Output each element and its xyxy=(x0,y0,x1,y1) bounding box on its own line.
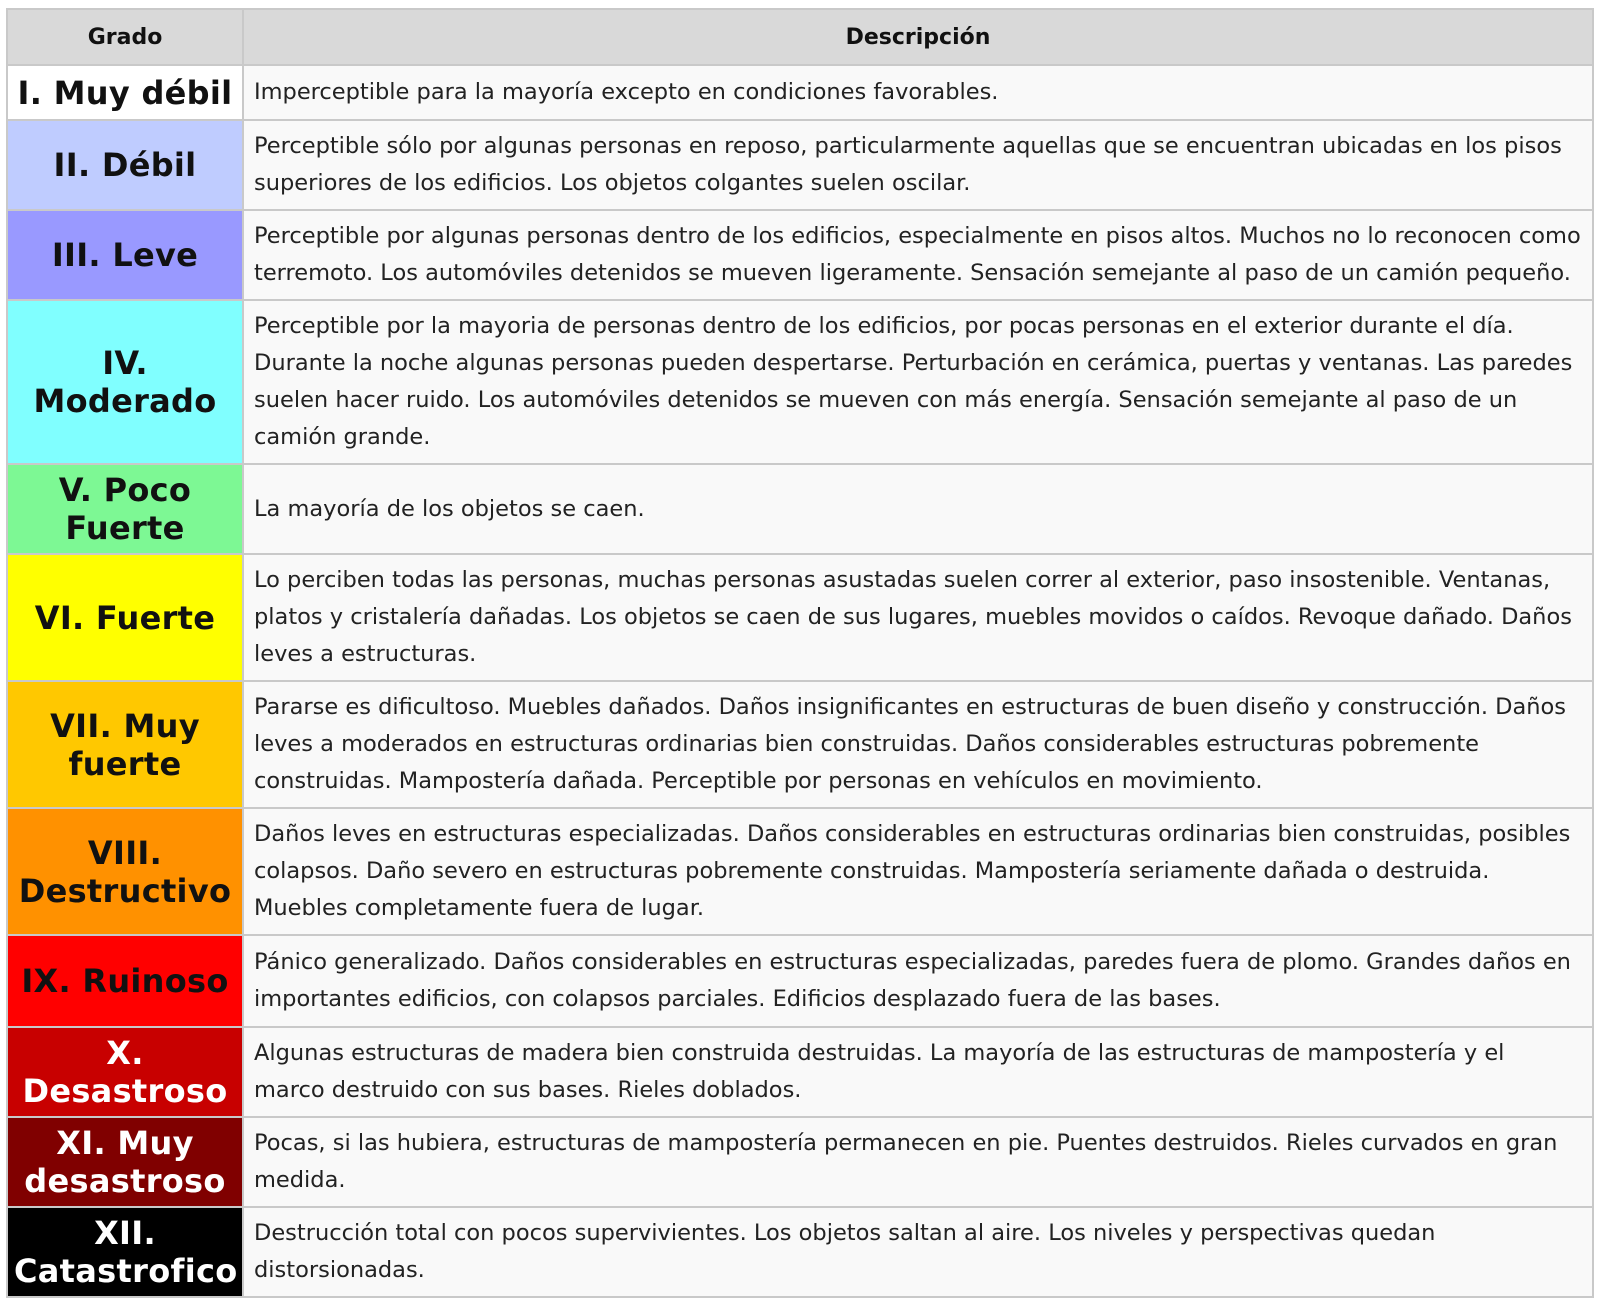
mercalli-table-container xyxy=(6,8,1592,1298)
header-row xyxy=(7,9,1593,65)
grade-cell-vi: VI. Fuerte xyxy=(7,554,243,681)
table-row xyxy=(7,1117,1593,1207)
description-cell-iii: Perceptible por algunas personas dentro de los edificios, especialmente en pisos altos. Muchos no lo reconocen como terremoto. Los automóviles detenidos se mueven ligeramente. Sensación semejante al paso de un camión pequeño. xyxy=(243,210,1593,300)
grade-cell-x: X. Desastroso xyxy=(7,1027,243,1117)
table-row xyxy=(7,935,1593,1027)
grade-cell-xi: XI. Muy desastroso xyxy=(7,1117,243,1207)
grade-cell-viii: VIII. Destructivo xyxy=(7,808,243,935)
table-row xyxy=(7,464,1593,554)
description-cell-xii: Destrucción total con pocos supervivientes. Los objetos saltan al aire. Los niveles y perspectivas quedan distorsionadas. xyxy=(243,1207,1593,1297)
grade-cell-iii: III. Leve xyxy=(7,210,243,300)
table-row xyxy=(7,120,1593,210)
grade-column-header: Grado xyxy=(7,9,243,65)
description-cell-iv: Perceptible por la mayoria de personas dentro de los edificios, por pocas personas en el exterior durante el día. Durante la noche algunas personas pueden despertarse. Perturbación en cerámica, puertas y ventanas. Las paredes suelen hacer ruido. Los automóviles detenidos se mueven con más energía. Sensación semejante al paso de un camión grande. xyxy=(243,300,1593,464)
description-cell-x: Algunas estructuras de madera bien construida destruidas. La mayoría de las estructuras de mampostería y el marco destruido con sus bases. Rieles doblados. xyxy=(243,1027,1593,1117)
description-column-header: Descripción xyxy=(243,9,1593,65)
table-row xyxy=(7,554,1593,681)
grade-cell-v: V. Poco Fuerte xyxy=(7,464,243,554)
table-row xyxy=(7,1027,1593,1117)
grade-cell-vii: VII. Muy fuerte xyxy=(7,681,243,808)
table-body xyxy=(7,65,1593,1297)
description-cell-xi: Pocas, si las hubiera, estructuras de mampostería permanecen en pie. Puentes destruidos. Rieles curvados en gran medida. xyxy=(243,1117,1593,1207)
description-cell-vii: Pararse es dificultoso. Muebles dañados. Daños insignificantes en estructuras de buen diseño y construcción. Daños leves a moderados en estructuras ordinarias bien construidas. Daños considerables estructuras pobremente construidas. Mampostería dañada. Perceptible por personas en vehículos en movimiento. xyxy=(243,681,1593,808)
table-row xyxy=(7,65,1593,120)
grade-cell-iv: IV. Moderado xyxy=(7,300,243,464)
mercalli-intensity-table xyxy=(6,8,1594,1298)
table-row xyxy=(7,1207,1593,1297)
table-row xyxy=(7,681,1593,808)
description-cell-i: Imperceptible para la mayoría excepto en condiciones favorables. xyxy=(243,65,1593,120)
grade-cell-xii: XII. Catastrofico xyxy=(7,1207,243,1297)
description-cell-v: La mayoría de los objetos se caen. xyxy=(243,464,1593,554)
description-cell-ix: Pánico generalizado. Daños considerables en estructuras especializadas, paredes fuera de plomo. Grandes daños en importantes edificios, con colapsos parciales. Edificios desplazado fuera de las bases. xyxy=(243,935,1593,1027)
grade-cell-ii: II. Débil xyxy=(7,120,243,210)
table-row xyxy=(7,808,1593,935)
grade-cell-ix: IX. Ruinoso xyxy=(7,935,243,1027)
description-cell-vi: Lo perciben todas las personas, muchas personas asustadas suelen correr al exterior, paso insostenible. Ventanas, platos y cristalería dañadas. Los objetos se caen de sus lugares, muebles movidos o caídos. Revoque dañado. Daños leves a estructuras. xyxy=(243,554,1593,681)
description-cell-viii: Daños leves en estructuras especializadas. Daños considerables en estructuras ordinarias bien construidas, posibles colapsos. Daño severo en estructuras pobremente construidas. Mampostería seriamente dañada o destruida. Muebles completamente fuera de lugar. xyxy=(243,808,1593,935)
description-cell-ii: Perceptible sólo por algunas personas en reposo, particularmente aquellas que se encuentran ubicadas en los pisos superiores de los edificios. Los objetos colgantes suelen oscilar. xyxy=(243,120,1593,210)
table-row xyxy=(7,210,1593,300)
grade-cell-i: I. Muy débil xyxy=(7,65,243,120)
table-row xyxy=(7,300,1593,464)
table-header xyxy=(7,9,1593,65)
